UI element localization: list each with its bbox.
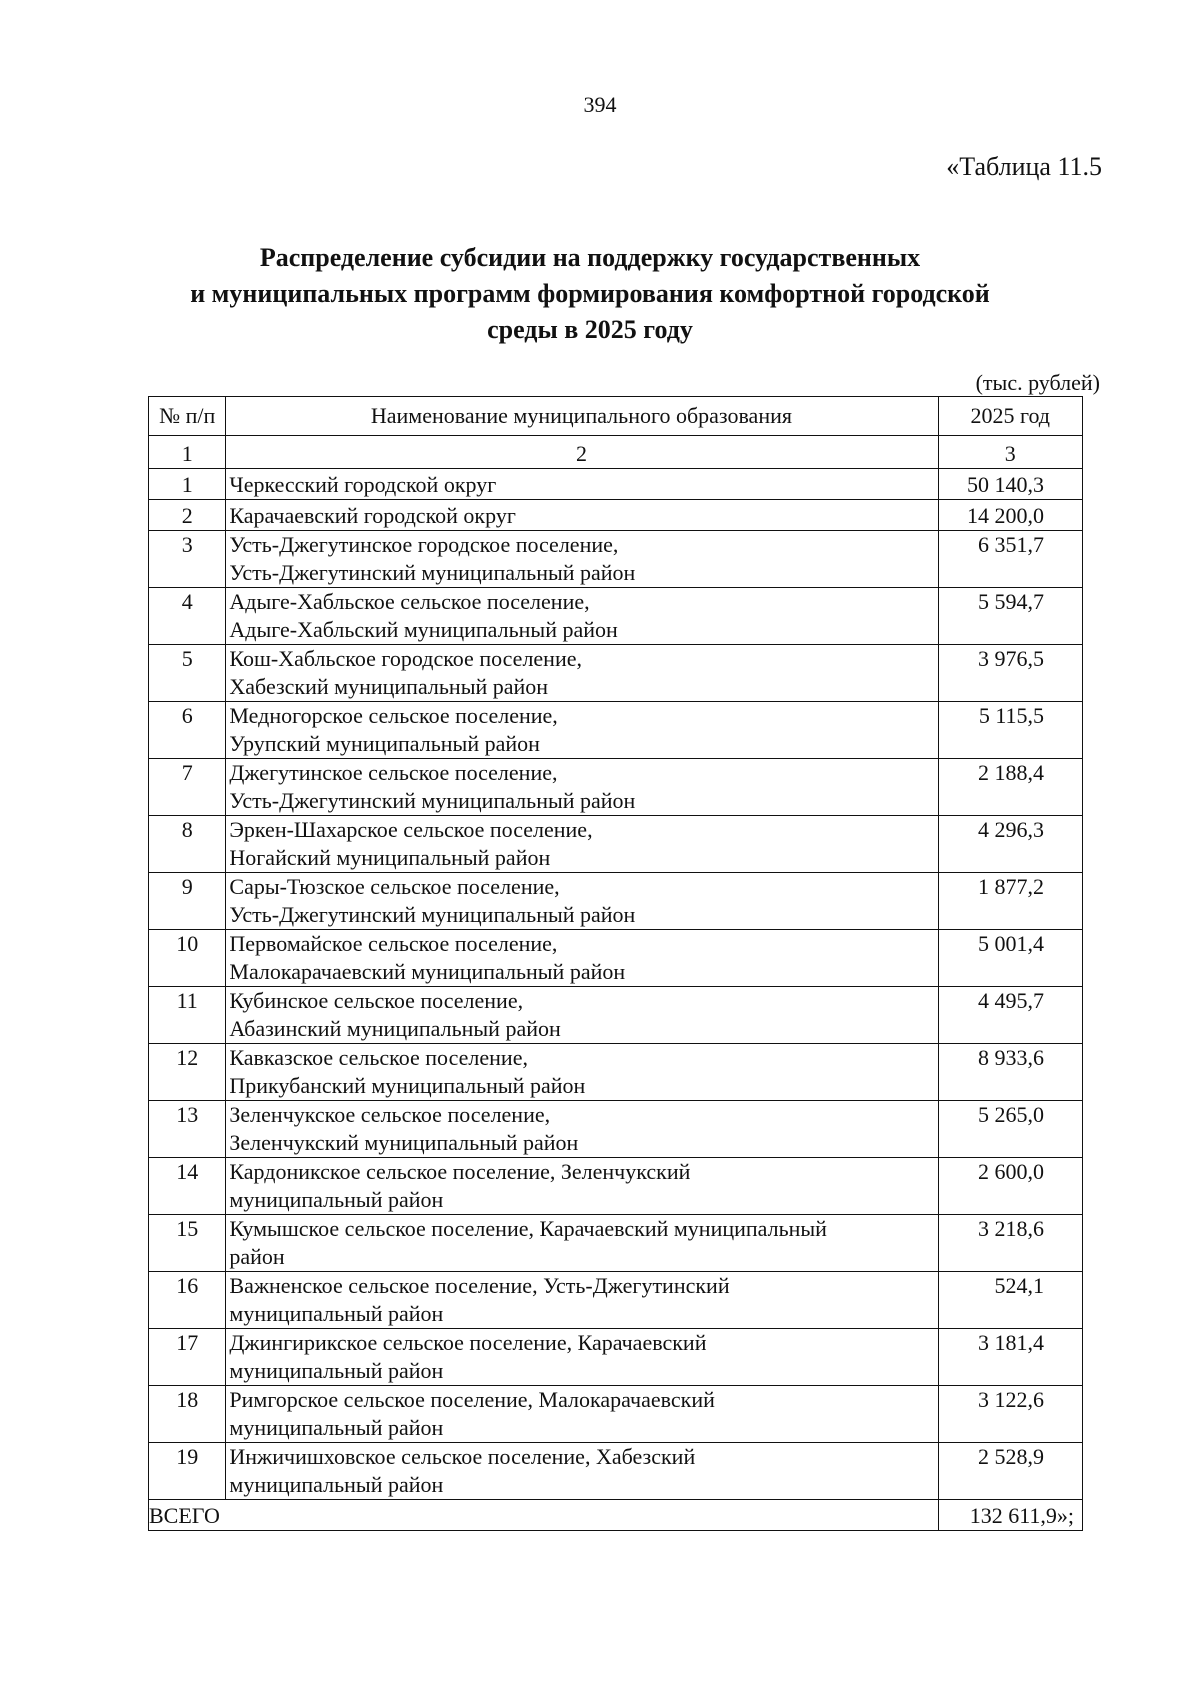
row-name: Эркен-Шахарское сельское поселение, Ногайский муниципальный район [226,816,938,873]
row-number: 11 [149,987,226,1044]
row-number: 16 [149,1272,226,1329]
row-name: Усть-Джегутинское городское поселение, Усть-Джегутинский муниципальный район [226,531,938,588]
row-name: Кавказское сельское поселение, Прикубанский муниципальный район [226,1044,938,1101]
column-number-row [149,436,1083,469]
table-row [149,1272,1083,1329]
row-value: 2 528,9 [938,1443,1083,1500]
row-name: Адыге-Хабльское сельское поселение, Адыге-Хабльский муниципальный район [226,588,938,645]
row-number: 19 [149,1443,226,1500]
row-value: 3 181,4 [938,1329,1083,1386]
row-name: Кумышское сельское поселение, Карачаевский муниципальный район [226,1215,938,1272]
units-label: (тыс. рублей) [975,370,1100,395]
table-label: «Таблица 11.5 [946,152,1102,181]
row-value: 3 122,6 [938,1386,1083,1443]
row-value: 6 351,7 [938,531,1083,588]
row-value: 1 877,2 [938,873,1083,930]
row-name: Кош-Хабльское городское поселение, Хабезский муниципальный район [226,645,938,702]
row-name: Сары-Тюзское сельское поселение, Усть-Джегутинский муниципальный район [226,873,938,930]
row-value: 50 140,3 [938,469,1083,500]
table-row [149,1329,1083,1386]
row-number: 5 [149,645,226,702]
row-number: 9 [149,873,226,930]
title-line-2: и муниципальных программ формирования комфортной городской [190,279,990,308]
table-row [149,469,1083,500]
row-number: 17 [149,1329,226,1386]
row-name: Римгорское сельское поселение, Малокарачаевский муниципальный район [226,1386,938,1443]
row-name: Карачаевский городской округ [226,500,938,531]
row-number: 1 [149,469,226,500]
table-row [149,987,1083,1044]
row-number: 2 [149,500,226,531]
page-number: 394 [583,92,617,117]
row-number: 8 [149,816,226,873]
row-number: 15 [149,1215,226,1272]
row-value: 3 976,5 [938,645,1083,702]
row-number: 6 [149,702,226,759]
row-value: 524,1 [938,1272,1083,1329]
table-row [149,1101,1083,1158]
title-line-1: Распределение субсидии на поддержку государственных [259,243,921,272]
table-row [149,645,1083,702]
total-row [149,1500,1083,1531]
table-row [149,702,1083,759]
row-number: 14 [149,1158,226,1215]
column-number: 1 [149,436,226,469]
row-number: 7 [149,759,226,816]
row-number: 3 [149,531,226,588]
table-row [149,531,1083,588]
row-number: 13 [149,1101,226,1158]
row-name: Важненское сельское поселение, Усть-Джегутинский муниципальный район [226,1272,938,1329]
table-row [149,1044,1083,1101]
row-name: Инжичишховское сельское поселение, Хабезский муниципальный район [226,1443,938,1500]
row-value: 4 495,7 [938,987,1083,1044]
table-header-row [149,397,1083,436]
total-value: 132 611,9»; [938,1500,1083,1531]
total-label: ВСЕГО [149,1500,939,1531]
column-number: 3 [938,436,1083,469]
column-number: 2 [226,436,938,469]
header-year: 2025 год [938,397,1083,436]
table-row [149,1215,1083,1272]
table-row [149,500,1083,531]
row-name: Джингирикское сельское поселение, Карачаевский муниципальный район [226,1329,938,1386]
table-row [149,588,1083,645]
row-name: Первомайское сельское поселение, Малокарачаевский муниципальный район [226,930,938,987]
table-row [149,1386,1083,1443]
row-value: 5 115,5 [938,702,1083,759]
row-value: 2 188,4 [938,759,1083,816]
row-value: 5 001,4 [938,930,1083,987]
row-value: 14 200,0 [938,500,1083,531]
row-value: 5 265,0 [938,1101,1083,1158]
row-name: Медногорское сельское поселение, Урупский муниципальный район [226,702,938,759]
row-number: 18 [149,1386,226,1443]
table-row [149,873,1083,930]
row-value: 2 600,0 [938,1158,1083,1215]
row-value: 4 296,3 [938,816,1083,873]
row-name: Кардоникское сельское поселение, Зеленчукский муниципальный район [226,1158,938,1215]
subsidy-table [148,396,1083,1531]
table-row [149,930,1083,987]
title-line-3: среды в 2025 году [487,315,693,344]
row-number: 12 [149,1044,226,1101]
table-row [149,816,1083,873]
table-row [149,1158,1083,1215]
row-number: 10 [149,930,226,987]
row-name: Джегутинское сельское поселение, Усть-Джегутинский муниципальный район [226,759,938,816]
row-number: 4 [149,588,226,645]
row-name: Зеленчукское сельское поселение, Зеленчукский муниципальный район [226,1101,938,1158]
row-name: Черкесский городской округ [226,469,938,500]
document-title [150,240,1030,348]
table-row [149,1443,1083,1500]
row-value: 3 218,6 [938,1215,1083,1272]
row-name: Кубинское сельское поселение, Абазинский муниципальный район [226,987,938,1044]
header-name: Наименование муниципального образования [226,397,938,436]
table-body [149,469,1083,1500]
row-value: 8 933,6 [938,1044,1083,1101]
row-value: 5 594,7 [938,588,1083,645]
table-row [149,759,1083,816]
header-num: № п/п [149,397,226,436]
